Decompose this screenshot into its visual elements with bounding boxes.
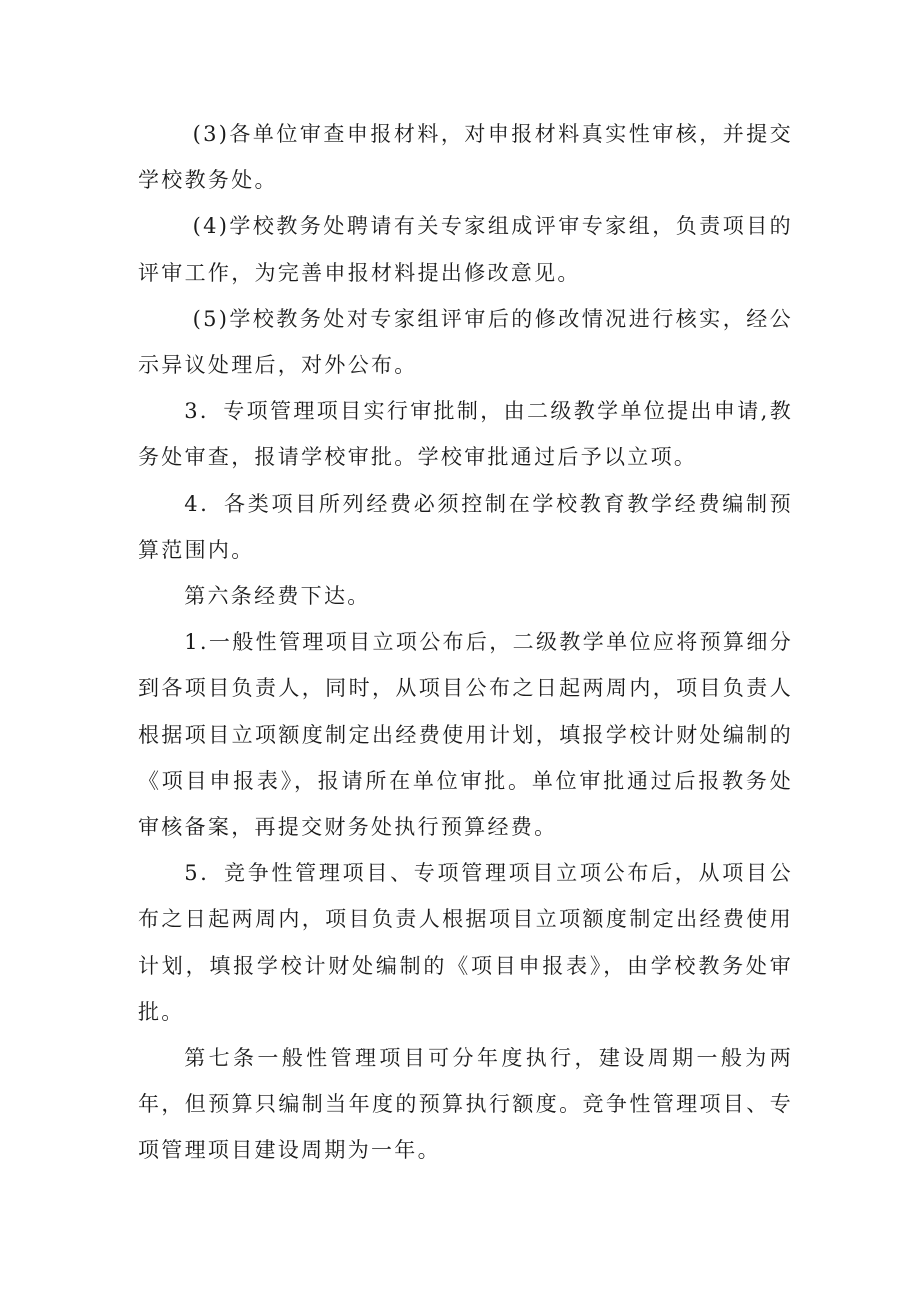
- paragraph-1-general-projects: 1.一般性管理项目立项公布后，二级教学单位应将预算细分到各项目负责人，同时，从项目公布之日起两周内，项目负责人根据项目立项额度制定出经费使用计划，填报学校计财处编制的《项目申报表》，报请所在单位审批。单位审批通过后报教务处审核备案，再提交财务处执行预算经费。: [138, 630, 793, 840]
- paragraph-item-4-expert-panel: (4)学校教务处聘请有关专家组成评审专家组，负责项目的评审工作，为完善申报材料提出修改意见。: [138, 214, 793, 285]
- document-body: [138, 111, 793, 1174]
- paragraph-item-5-verification: (5)学校教务处对专家组评审后的修改情况进行核实，经公示异议处理后，对外公布。: [138, 306, 793, 378]
- paragraph-3-special-projects: 3．专项管理项目实行审批制，由二级教学单位提出申请,教务处审查，报请学校审批。学校审批通过后予以立项。: [138, 399, 793, 470]
- paragraph-4-budget-control: 4．各类项目所列经费必须控制在学校教育教学经费编制预算范围内。: [138, 491, 793, 562]
- paragraph-5-competitive-projects: 5．竞争性管理项目、专项管理项目立项公布后，从项目公布之日起两周内，项目负责人根据项目立项额度制定出经费使用计划，填报学校计财处编制的《项目申报表》，由学校教务处审批。: [138, 861, 793, 1024]
- paragraph-item-3-review: (3)各单位审查申报材料，对申报材料真实性审核，并提交学校教务处。: [138, 122, 793, 193]
- article-6-heading: 第六条经费下达。: [184, 584, 371, 609]
- article-7-execution-period: 第七条一般性管理项目可分年度执行，建设周期一般为两年，但预算只编制当年度的预算执行额度。竞争性管理项目、专项管理项目建设周期为一年。: [138, 1046, 793, 1163]
